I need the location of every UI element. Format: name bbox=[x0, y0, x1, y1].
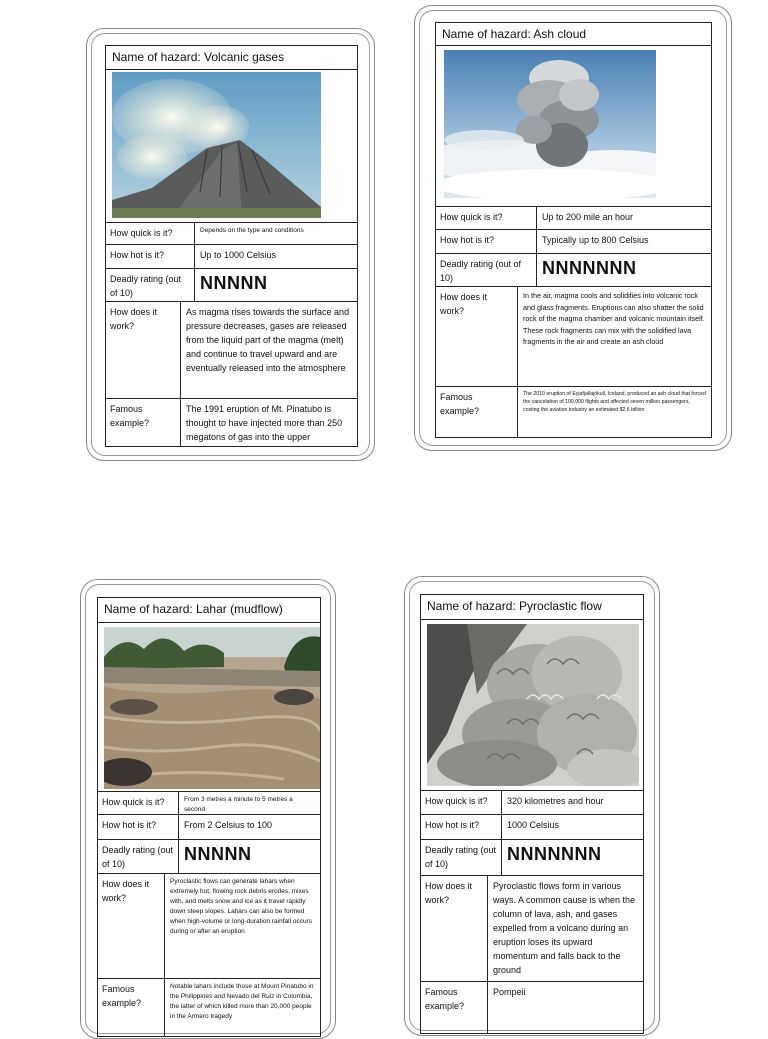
how-row bbox=[420, 876, 644, 982]
how-label: How does it work? bbox=[421, 876, 488, 981]
speed-label: How quick is it? bbox=[436, 207, 537, 229]
speed-label: How quick is it? bbox=[421, 791, 502, 814]
famous-label: Famous example? bbox=[436, 387, 518, 437]
hazard-card-lahar bbox=[80, 579, 336, 1039]
how-value: Pyroclastic flows can generate lahars when extremely hot, flowing rock debris erodes, mixes with, and melts snow and ice as it travel rapidly down steep slopes. Lahars can also be formed when high-volume or long-duration rainfall occurs during or after an eruption bbox=[170, 878, 312, 935]
famous-label: Famous example? bbox=[106, 399, 181, 446]
deadly-label: Deadly rating (out of 10) bbox=[98, 840, 179, 873]
card-title: Name of hazard: Ash cloud bbox=[435, 22, 712, 46]
speed-label: How quick is it? bbox=[106, 223, 195, 244]
deadly-label: Deadly rating (out of 10) bbox=[421, 840, 502, 875]
hazard-card-volcanic-gases bbox=[86, 28, 375, 461]
heat-row bbox=[435, 230, 712, 254]
deadly-rating: NNNNNNN bbox=[542, 258, 637, 278]
card-title: Name of hazard: Pyroclastic flow bbox=[420, 594, 644, 620]
speed-row bbox=[105, 222, 358, 245]
card-title: Name of hazard: Lahar (mudflow) bbox=[97, 597, 321, 623]
speed-row bbox=[420, 790, 644, 815]
heat-label: How hot is it? bbox=[106, 245, 195, 268]
speed-value: Depends on the type and conditions bbox=[200, 227, 304, 234]
famous-value: The 1991 eruption of Mt. Pinatubo is thought to have injected more than 250 megatons of gas into the upper bbox=[186, 404, 343, 442]
card-title: Name of hazard: Volcanic gases bbox=[105, 45, 358, 70]
how-label: How does it work? bbox=[436, 287, 518, 386]
famous-value: Notable lahars include those at Mount Pinatubo in the Philippines and Nevado del Ruiz in Colombia, the latter of which killed more than 20,000 people in the Armero tragedy bbox=[170, 983, 314, 1020]
deadly-row bbox=[105, 269, 358, 302]
how-row bbox=[97, 874, 321, 979]
heat-label: How hot is it? bbox=[421, 815, 502, 839]
heat-value: Up to 1000 Celsius bbox=[200, 250, 277, 260]
how-value: Pyroclastic flows form in various ways. A common cause is when the column of lava, ash, and gases expelled from a volcano during an eruption loses its upward momentum and falls back to the ground bbox=[493, 881, 636, 975]
famous-label: Famous example? bbox=[98, 979, 165, 1036]
famous-row bbox=[97, 979, 321, 1037]
famous-row bbox=[105, 399, 358, 447]
deadly-rating: NNNNNNN bbox=[507, 844, 602, 864]
famous-value: The 2010 eruption of Eyjafjallajökull, Iceland, produced an ash cloud that forced the cancelation of 100,000 flights and affected seven million passengers, costing the aviation industry an estimated $2.6 billion bbox=[523, 391, 706, 413]
how-row bbox=[435, 287, 712, 387]
speed-value: Up to 200 mile an hour bbox=[542, 212, 634, 222]
deadly-label: Deadly rating (out of 10) bbox=[106, 269, 195, 301]
heat-value: 1000 Celsius bbox=[507, 820, 560, 830]
how-value: In the air, magma cools and solidifies into volcanic rock and glass fragments. Eruptions can also shatter the solid rock of the magma chamber and volcanic mountain itself. These rock fragments can mix with the solidified lava fragments in the air and create an ash cloud bbox=[523, 291, 705, 346]
famous-value: Pompeii bbox=[493, 987, 526, 997]
heat-label: How hot is it? bbox=[436, 230, 537, 253]
speed-label: How quick is it? bbox=[98, 792, 179, 814]
pyroclastic-flow-photo bbox=[427, 624, 639, 786]
heat-row bbox=[105, 245, 358, 269]
hazard-card-ash-cloud bbox=[414, 5, 732, 451]
famous-row bbox=[420, 982, 644, 1034]
heat-label: How hot is it? bbox=[98, 815, 179, 839]
how-label: How does it work? bbox=[106, 302, 181, 398]
famous-label: Famous example? bbox=[421, 982, 488, 1033]
heat-value: Typically up to 800 Celsius bbox=[542, 235, 649, 245]
heat-value: From 2 Celsius to 100 bbox=[184, 820, 273, 830]
how-label: How does it work? bbox=[98, 874, 165, 978]
how-row bbox=[105, 302, 358, 399]
volcano-photo bbox=[112, 72, 321, 218]
mudflow-photo bbox=[104, 627, 320, 789]
deadly-rating: NNNNN bbox=[200, 273, 268, 293]
speed-value: 320 kilometres and hour bbox=[507, 796, 604, 806]
speed-row bbox=[435, 206, 712, 230]
famous-row bbox=[435, 387, 712, 438]
deadly-rating: NNNNN bbox=[184, 844, 252, 864]
deadly-row bbox=[97, 840, 321, 874]
heat-row bbox=[97, 815, 321, 840]
deadly-label: Deadly rating (out of 10) bbox=[436, 254, 537, 286]
deadly-row bbox=[435, 254, 712, 287]
heat-row bbox=[420, 815, 644, 840]
ash-cloud-photo bbox=[444, 50, 656, 198]
how-value: As magma rises towards the surface and pressure decreases, gases are released from the liquid part of the magma (melt) and continue to travel upward and are eventually released into the atmosphere bbox=[186, 307, 350, 373]
hazard-card-pyroclastic-flow bbox=[404, 576, 660, 1036]
speed-value: From 3 metres a minute to 5 metres a second bbox=[184, 796, 293, 813]
deadly-row bbox=[420, 840, 644, 876]
speed-row bbox=[97, 791, 321, 815]
